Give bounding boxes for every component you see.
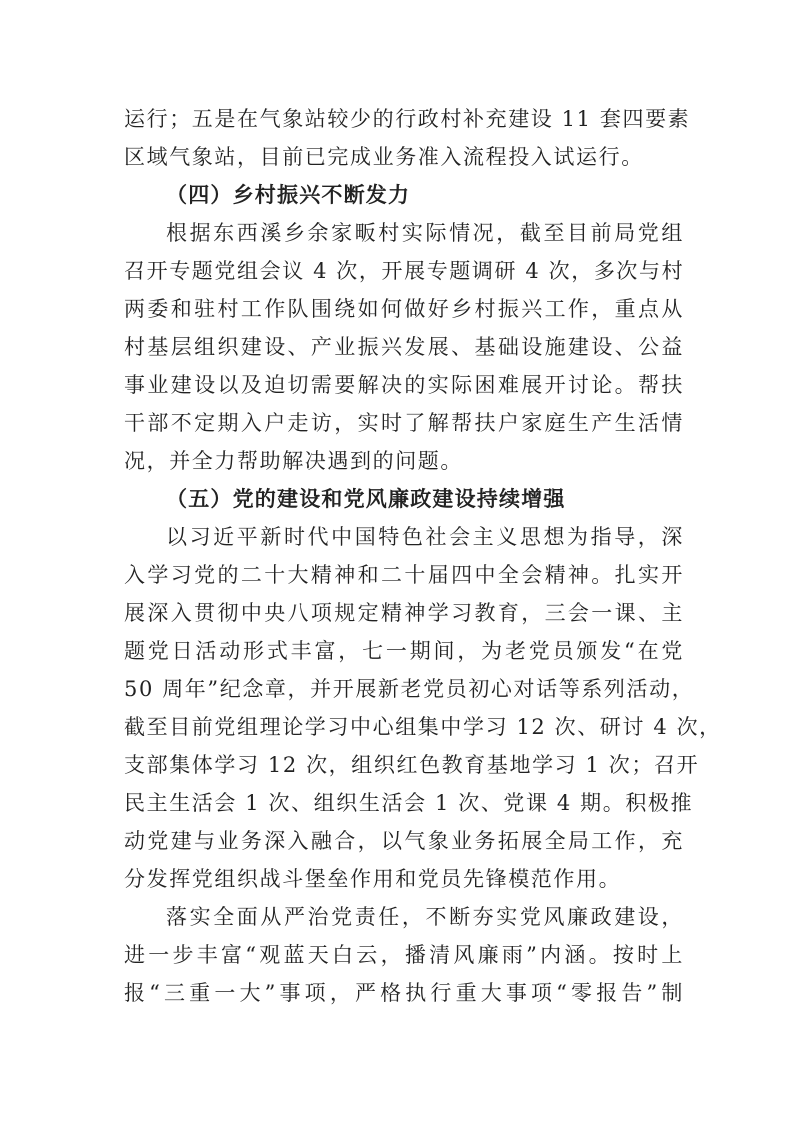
paragraph-first-line: 根据东西溪乡余家畈村实际情况，截至目前局党组 [166,221,684,245]
text-line: 题党日活动形式丰富，七一期间，为老党员颁发“在党 [124,639,684,663]
text-line: 报“三重一大”事项，严格执行重大事项“零报告”制 [124,981,684,1005]
text-line: 50 周年”纪念章，并开展新老党员初心对话等系列活动， [124,677,695,701]
text-line: 干部不定期入户走访，实时了解帮扶户家庭生产生活情 [124,411,684,435]
text-line: 况，并全力帮助解决遇到的问题。 [124,449,463,473]
text-line: 运行；五是在气象站较少的行政村补充建设 11 套四要素 [124,107,691,131]
text-line: 动党建与业务深入融合，以气象业务拓展全局工作，充 [124,829,684,853]
section-heading-4: （四）乡村振兴不断发力 [166,183,411,207]
paragraph-first-line: 以习近平新时代中国特色社会主义思想为指导，深 [166,525,684,549]
text-line: 民主生活会 1 次、组织生活会 1 次、党课 4 期。积极推 [124,791,694,815]
text-line: 事业建设以及迫切需要解决的实际困难展开讨论。帮扶 [124,373,684,397]
text-line: 分发挥党组织战斗堡垒作用和党员先锋模范作用。 [124,867,622,891]
text-line: 进一步丰富“观蓝天白云，播清风廉雨”内涵。按时上 [124,943,684,967]
paragraph-first-line: 落实全面从严治党责任，不断夯实党风廉政建设， [166,905,684,929]
text-line: 入学习党的二十大精神和二十届四中全会精神。扎实开 [124,563,684,587]
text-line: 支部集体学习 12 次，组织红色教育基地学习 1 次；召开 [124,753,700,777]
text-line: 村基层组织建设、产业振兴发展、基础设施建设、公益 [124,335,684,359]
text-line: 召开专题党组会议 4 次，开展专题调研 4 次，多次与村 [124,259,685,283]
text-line: 展深入贯彻中央八项规定精神学习教育，三会一课、主 [124,601,684,625]
section-heading-5: （五）党的建设和党风廉政建设持续增强 [166,487,566,511]
text-line: 区域气象站，目前已完成业务准入流程投入试运行。 [124,145,644,169]
text-line: 截至目前党组理论学习中心组集中学习 12 次、研讨 4 次， [124,715,722,739]
text-line: 两委和驻村工作队围绕如何做好乡村振兴工作，重点从 [124,297,684,321]
